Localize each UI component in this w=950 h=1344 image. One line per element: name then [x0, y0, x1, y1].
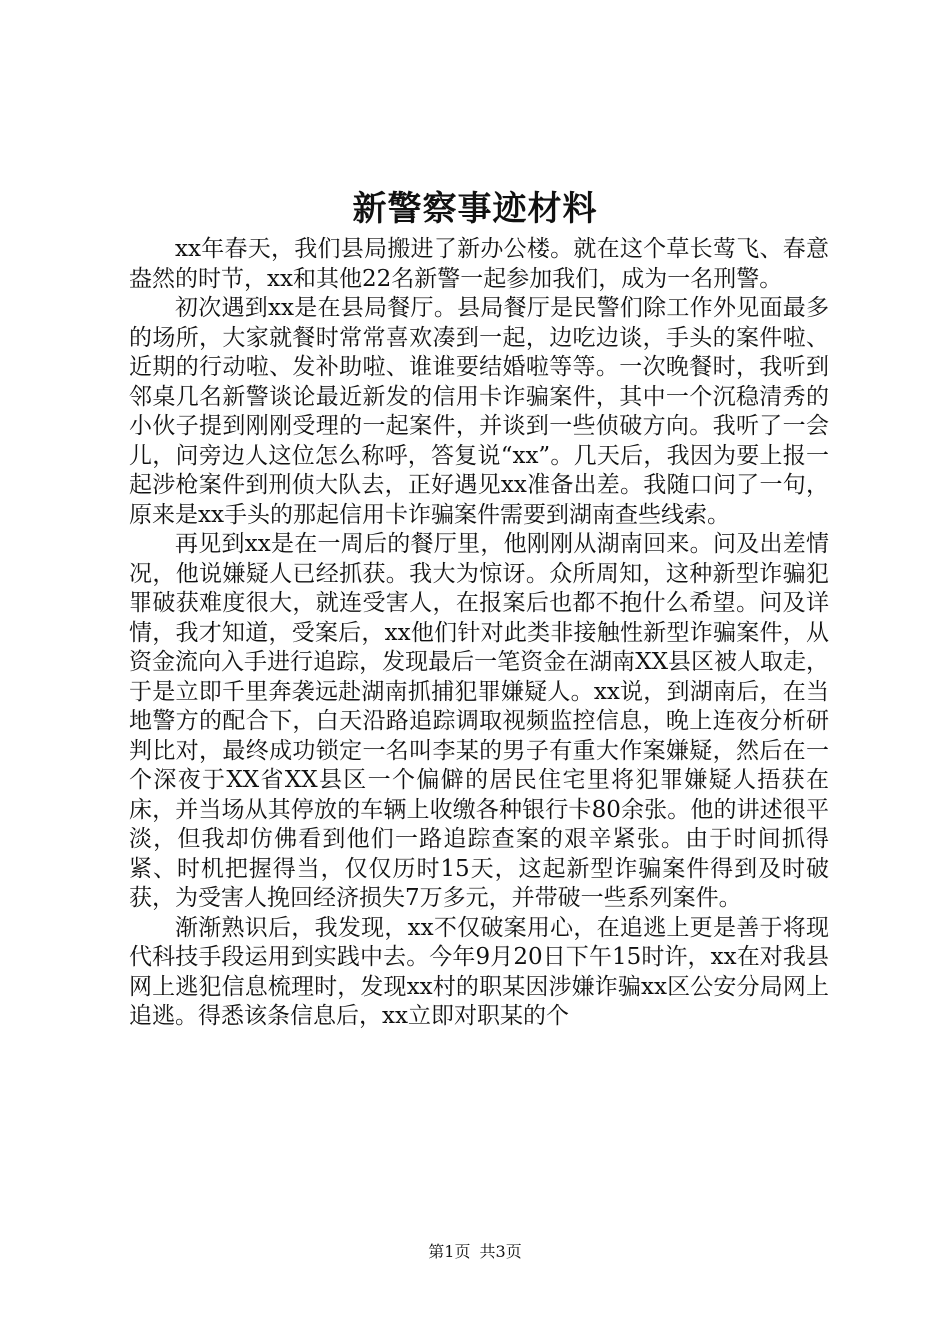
paragraph-2: 初次遇到xx是在县局餐厅。县局餐厅是民警们除工作外见面最多的场所，大家就餐时常常喜欢凑到一起，边吃边谈，手头的案件啦、近期的行动啦、发补助啦、谁谁要结婚啦等等。一次晚餐时，我听到邻桌几名新警谈论最近新发的信用卡诈骗案件，其中一个沉稳清秀的小伙子提到刚刚受理的一起案件，并谈到一些侦破方向。我听了一会儿，问旁边人这位怎么称呼，答复说“xx”。几天后，我因为要上报一起涉枪案件到刑侦大队去，正好遇见xx准备出差。我随口问了一句，原来是xx手头的那起信用卡诈骗案件需要到湖南查些线索。	[129, 295, 829, 528]
page-number: 第1页	[428, 1242, 471, 1261]
document-body	[129, 235, 829, 1032]
paragraph-4: 渐渐熟识后，我发现，xx不仅破案用心，在追逃上更是善于将现代科技手段运用到实践中去。今年9月20日下午15时许，xx在对我县网上逃犯信息梳理时，发现xx村的职某因涉嫌诈骗xx区公安分局网上追逃。得悉该条信息后，xx立即对职某的个	[129, 914, 829, 1029]
paragraph-1: xx年春天，我们县局搬进了新办公楼。就在这个草长莺飞、春意盎然的时节，xx和其他22名新警一起参加我们，成为一名刑警。	[129, 236, 829, 292]
page-footer	[0, 1240, 950, 1264]
paragraph-3: 再见到xx是在一周后的餐厅里，他刚刚从湖南回来。问及出差情况，他说嫌疑人已经抓获。我大为惊讶。众所周知，这种新型诈骗犯罪破获难度很大，就连受害人，在报案后也都不抱什么希望。问及详情，我才知道，受案后，xx他们针对此类非接触性新型诈骗案件，从资金流向入手进行追踪，发现最后一笔资金在湖南XX县区被人取走，于是立即千里奔袭远赴湖南抓捕犯罪嫌疑人。xx说，到湖南后，在当地警方的配合下，白天沿路追踪调取视频监控信息，晚上连夜分析研判比对，最终成功锁定一名叫李某的男子有重大作案嫌疑，然后在一个深夜于XX省XX县区一个偏僻的居民住宅里将犯罪嫌疑人捂获在床，并当场从其停放的车辆上收缴各种银行卡80余张。他的讲述很平淡，但我却仿佛看到他们一路追踪查案的艰辛紧张。由于时间抓得紧、时机把握得当，仅仅历时15天，这起新型诈骗案件得到及时破获，为受害人挽回经济损失7万多元，并带破一些系列案件。	[129, 531, 829, 911]
page-total: 共3页	[479, 1242, 522, 1261]
document-title: 新警察事迹材料	[352, 189, 598, 229]
